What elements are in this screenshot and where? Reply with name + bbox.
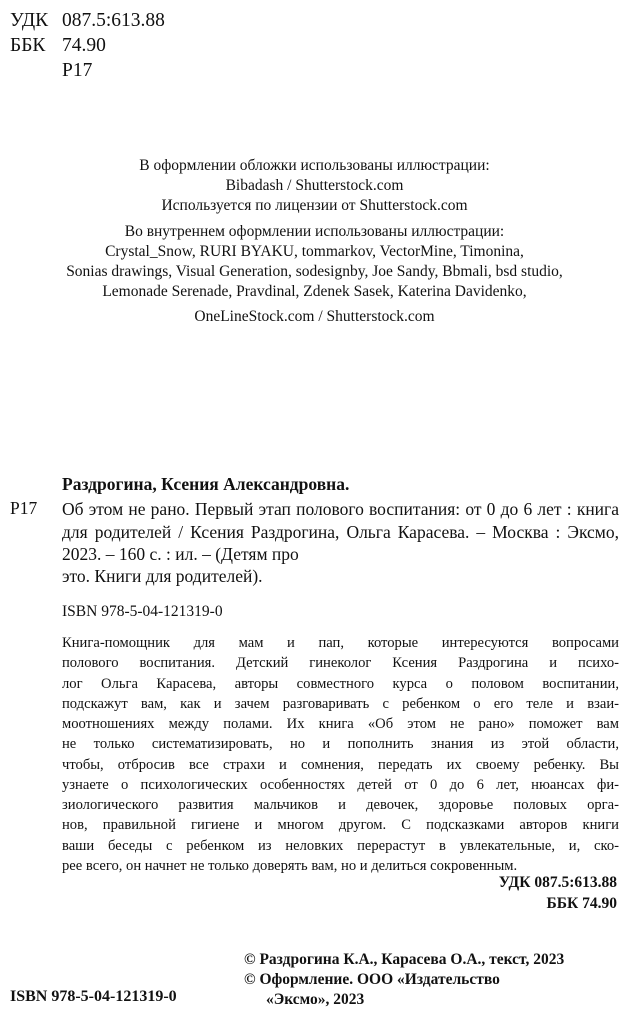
cover-credit-line: Используется по лицензии от Shutterstock.com: [161, 197, 468, 214]
udk-value: 087.5:613.88: [62, 10, 165, 31]
bibliographic-description-end: это. Книги для родителей).: [62, 566, 263, 586]
bottom-classification: [499, 872, 617, 914]
interior-credit-line: OneLineStock.com / Shutterstock.com: [194, 308, 435, 325]
bibliographic-author: Раздрогина, Ксения Александровна.: [62, 474, 350, 494]
bbk-row: [10, 33, 165, 58]
udk-label: УДК: [10, 10, 49, 31]
bibliographic-description: Об этом не рано. Первый этап полового воспитания: от 0 до 6 лет : книга для родителей / Ксения Раздрогина, Ольга Карасева. – Москва : Эксмо, 2023. – 160 с. : ил. – (Детям про: [62, 499, 619, 564]
bottom-bbk: ББК 74.90: [546, 895, 617, 912]
cover-credits: [0, 156, 629, 216]
annotation-line: узнаете о психологических особенностях детей от 0 до 6 лет, нюансах фи-: [62, 776, 619, 793]
bbk-label: ББК: [10, 35, 46, 56]
annotation-line: не только систематизировать, но и пополнить знания из этой области,: [62, 736, 619, 753]
copyright-block: [244, 950, 616, 1010]
cover-credit-line: Bibadash / Shutterstock.com: [225, 177, 404, 194]
copyright-design: © Оформление. ООО «Издательство: [244, 971, 500, 988]
copyright-publisher: «Эксмо», 2023: [266, 991, 365, 1008]
annotation-line: нов, правильной гигиене и многом другом. С подсказками авторов книги: [62, 817, 619, 834]
isbn-bottom: ISBN 978-5-04-121319-0: [10, 988, 177, 1005]
annotation-line: моотношениях между полами. Их книга «Об этом не рано» поможет вам: [62, 716, 619, 732]
interior-credit-line: Lemonade Serenade, Pravdinal, Zdenek Sasek, Katerina Davidenko,: [102, 283, 527, 300]
interior-credit-line: Crystal_Snow, RURI BYAKU, tommarkov, VectorMine, Timonina,: [105, 243, 524, 260]
cover-credit-line: В оформлении обложки использованы иллюстрации:: [139, 157, 490, 174]
udk-row: [10, 8, 165, 33]
annotation-line: полового воспитания. Детский гинеколог Ксения Раздрогина и психо-: [62, 655, 619, 672]
bbk-value: 74.90: [62, 35, 106, 56]
annotation-line: подскажут вам, как и зачем разговаривать с ребенком о его теле и взаи-: [62, 695, 619, 712]
classification-block: [10, 8, 165, 83]
bibliographic-code: Р17: [10, 498, 38, 518]
interior-credit-line: Sonias drawings, Visual Generation, sodesignby, Joe Sandy, Bbmali, bsd studio,: [66, 263, 563, 280]
annotation: [62, 633, 619, 876]
annotation-line: чтобы, отбросив все страхи и сомнения, передать их своему ребенку. Вы: [62, 756, 619, 773]
author-code: Р17: [62, 60, 93, 81]
annotation-line: Книга-помощник для мам и пап, которые интересуются вопросами: [62, 635, 619, 651]
isbn-entry: ISBN 978-5-04-121319-0: [62, 603, 223, 620]
bottom-udk: УДК 087.5:613.88: [498, 874, 617, 891]
interior-credit-line: Во внутреннем оформлении использованы иллюстрации:: [124, 223, 505, 240]
copyright-text: © Раздрогина К.А., Карасева О.А., текст, 2023: [244, 951, 565, 968]
annotation-line: ваши беседы с ребенком из неловких перерастут в увлекательные, и, ско-: [62, 837, 619, 854]
annotation-line: лог Ольга Карасева, авторы совместного курса о половом воспитании,: [62, 675, 619, 692]
annotation-line: рее всего, он начнет не только доверять вам, но и делиться сокровенным.: [62, 857, 518, 874]
annotation-line: зиологического развития мальчиков и девочек, здоровье половых орга-: [62, 797, 619, 813]
interior-credits: [0, 222, 629, 327]
